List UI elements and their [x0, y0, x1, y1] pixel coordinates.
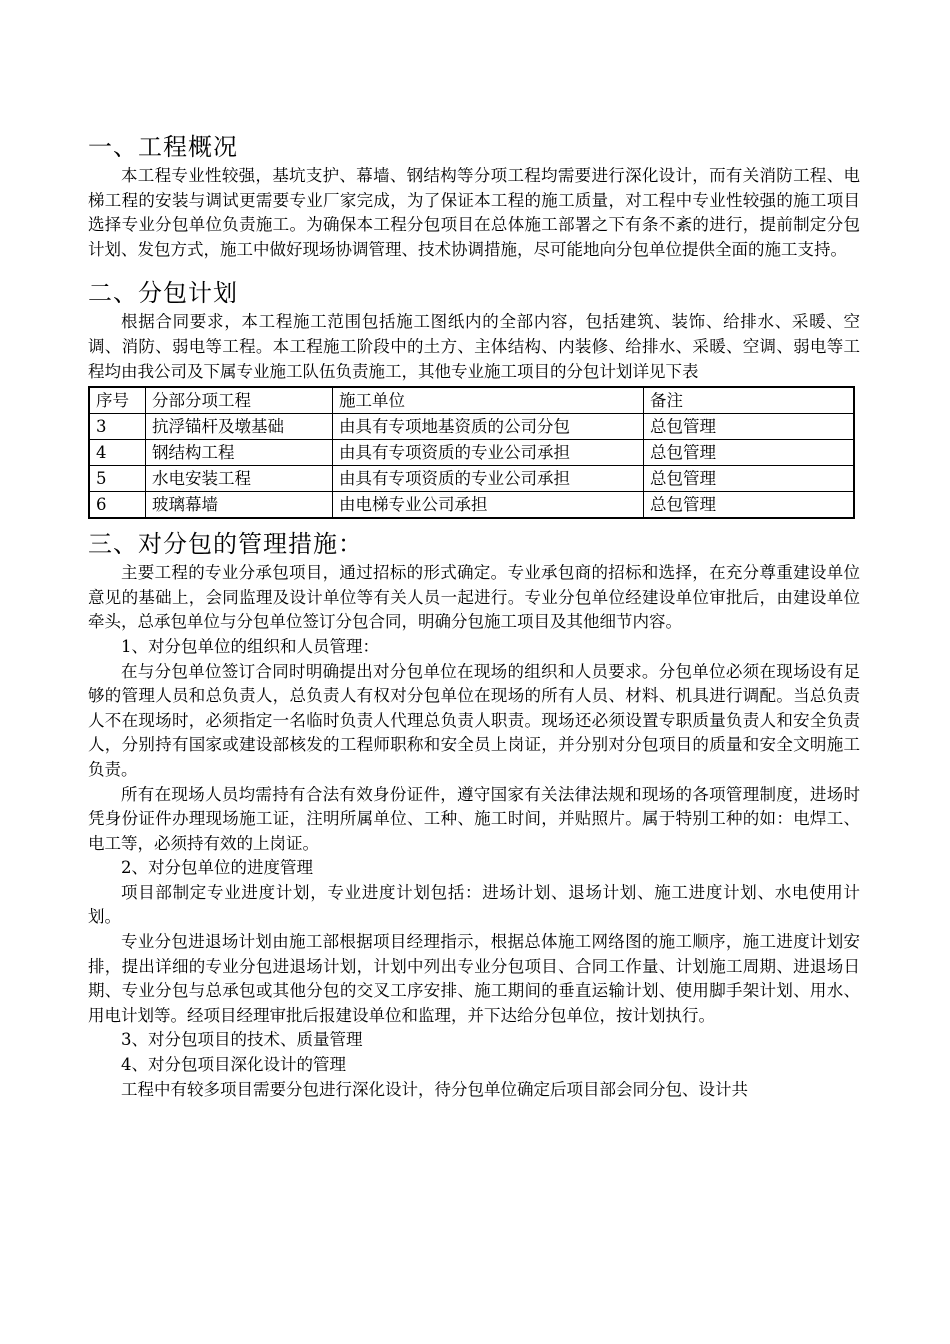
- table-cell: 总包管理: [644, 466, 855, 492]
- management-paragraph: 主要工程的专业分承包项目，通过招标的形式确定。专业承包商的招标和选择，在充分尊重建设单位意见的基础上，会同监理及设计单位等有关人员一起进行。专业分包单位经建设单位审批后，由建设单位牵头，总承包单位与分包单位签订分包合同，明确分包施工项目及其他细节内容。: [88, 563, 860, 632]
- entry-exit-paragraph: 专业分包进退场计划由施工部根据项目经理指示，根据总体施工网络图的施工顺序，施工进度计划安排，提出详细的专业分包进退场计划，计划中列出专业分包项目、合同工作量、计划施工周期、进退场日期、专业分包与总承包或其他分包的交叉工序安排、施工期间的垂直运输计划、使用脚手架计划、用水、用电计划等。经项目经理审批后报建设单位和监理，并下达给分包单位，按计划执行。: [88, 932, 860, 1025]
- subheading-quality: 3、对分包项目的技术、质量管理: [121, 1030, 363, 1050]
- subheading-design: 4、对分包项目深化设计的管理: [121, 1055, 346, 1075]
- table-cell: 钢结构工程: [146, 440, 333, 466]
- personnel-paragraph: 所有在现场人员均需持有合法有效身份证件，遵守国家有关法律法规和现场的各项管理制度，进场时凭身份证件办理现场施工证，注明所属单位、工种、施工时间，并贴照片。属于特别工种的如：电焊工、电工等，必须持有效的上岗证。: [88, 784, 860, 853]
- schedule-paragraph: 项目部制定专业进度计划，专业进度计划包括：进场计划、退场计划、施工进度计划、水电使用计划。: [88, 882, 860, 927]
- table-row: [89, 466, 854, 492]
- subheading-schedule: 2、对分包单位的进度管理: [121, 858, 313, 878]
- table-header-cell: 分部分项工程: [146, 387, 333, 414]
- table-cell: 5: [89, 466, 146, 492]
- table-header-cell: 施工单位: [333, 387, 644, 414]
- table-cell: 6: [89, 492, 146, 519]
- table-cell: 总包管理: [644, 492, 855, 519]
- table-cell: 由电梯专业公司承担: [333, 492, 644, 519]
- table-cell: 总包管理: [644, 414, 855, 440]
- table-cell: 总包管理: [644, 440, 855, 466]
- organization-paragraph: 在与分包单位签订合同时明确提出对分包单位在现场的组织和人员要求。分包单位必须在现场设有足够的管理人员和总负责人，总负责人有权对分包单位在现场的所有人员、材料、机具进行调配。当总负责人不在现场时，必须指定一名临时负责人代理总负责人职责。现场还必须设置专职质量负责人和安全负责人，分别持有国家或建设部核发的工程师职称和安全员上岗证，并分别对分包项目的质量和安全文明施工负责。: [88, 661, 860, 779]
- subheading-organization: 1、对分包单位的组织和人员管理：: [121, 636, 379, 656]
- table-cell: 水电安装工程: [146, 466, 333, 492]
- table-header-row: [89, 387, 854, 414]
- table-row: [89, 414, 854, 440]
- section-heading-management: 三、对分包的管理措施：: [88, 530, 363, 559]
- table-row: [89, 492, 854, 519]
- table-cell: 由具有专项地基资质的公司分包: [333, 414, 644, 440]
- table-cell: 4: [89, 440, 146, 466]
- table-cell: 由具有专项资质的专业公司承担: [333, 440, 644, 466]
- section-heading-overview: 一、工程概况: [88, 133, 238, 161]
- table-row: [89, 440, 854, 466]
- table-cell: 由具有专项资质的专业公司承担: [333, 466, 644, 492]
- table-header-cell: 备注: [644, 387, 855, 414]
- subcontract-table: [88, 386, 855, 519]
- document-page: [88, 130, 860, 1102]
- subcontract-plan-paragraph: 根据合同要求，本工程施工范围包括施工图纸内的全部内容，包括建筑、装饰、给排水、采暖、空调、消防、弱电等工程。本工程施工阶段中的土方、主体结构、内装修、给排水、采暖、空调、弱电等工程均由我公司及下属专业施工队伍负责施工，其他专业施工项目的分包计划详见下表: [88, 312, 860, 381]
- table-cell: 3: [89, 414, 146, 440]
- section-heading-subcontract-plan: 二、分包计划: [88, 279, 238, 308]
- table-cell: 玻璃幕墙: [146, 492, 333, 519]
- table-header-cell: 序号: [89, 387, 146, 414]
- table-cell: 抗浮锚杆及墩基础: [146, 414, 333, 440]
- design-paragraph: 工程中有较多项目需要分包进行深化设计，待分包单位确定后项目部会同分包、设计共: [121, 1079, 748, 1099]
- overview-paragraph: 本工程专业性较强，基坑支护、幕墙、钢结构等分项工程均需要进行深化设计，而有关消防工程、电梯工程的安装与调试更需要专业厂家完成，为了保证本工程的施工质量，对工程中专业性较强的施工项目选择专业分包单位负责施工。为确保本工程分包项目在总体施工部署之下有条不紊的进行，提前制定分包计划、发包方式，施工中做好现场协调管理、技术协调措施，尽可能地向分包单位提供全面的施工支持。: [88, 166, 860, 259]
